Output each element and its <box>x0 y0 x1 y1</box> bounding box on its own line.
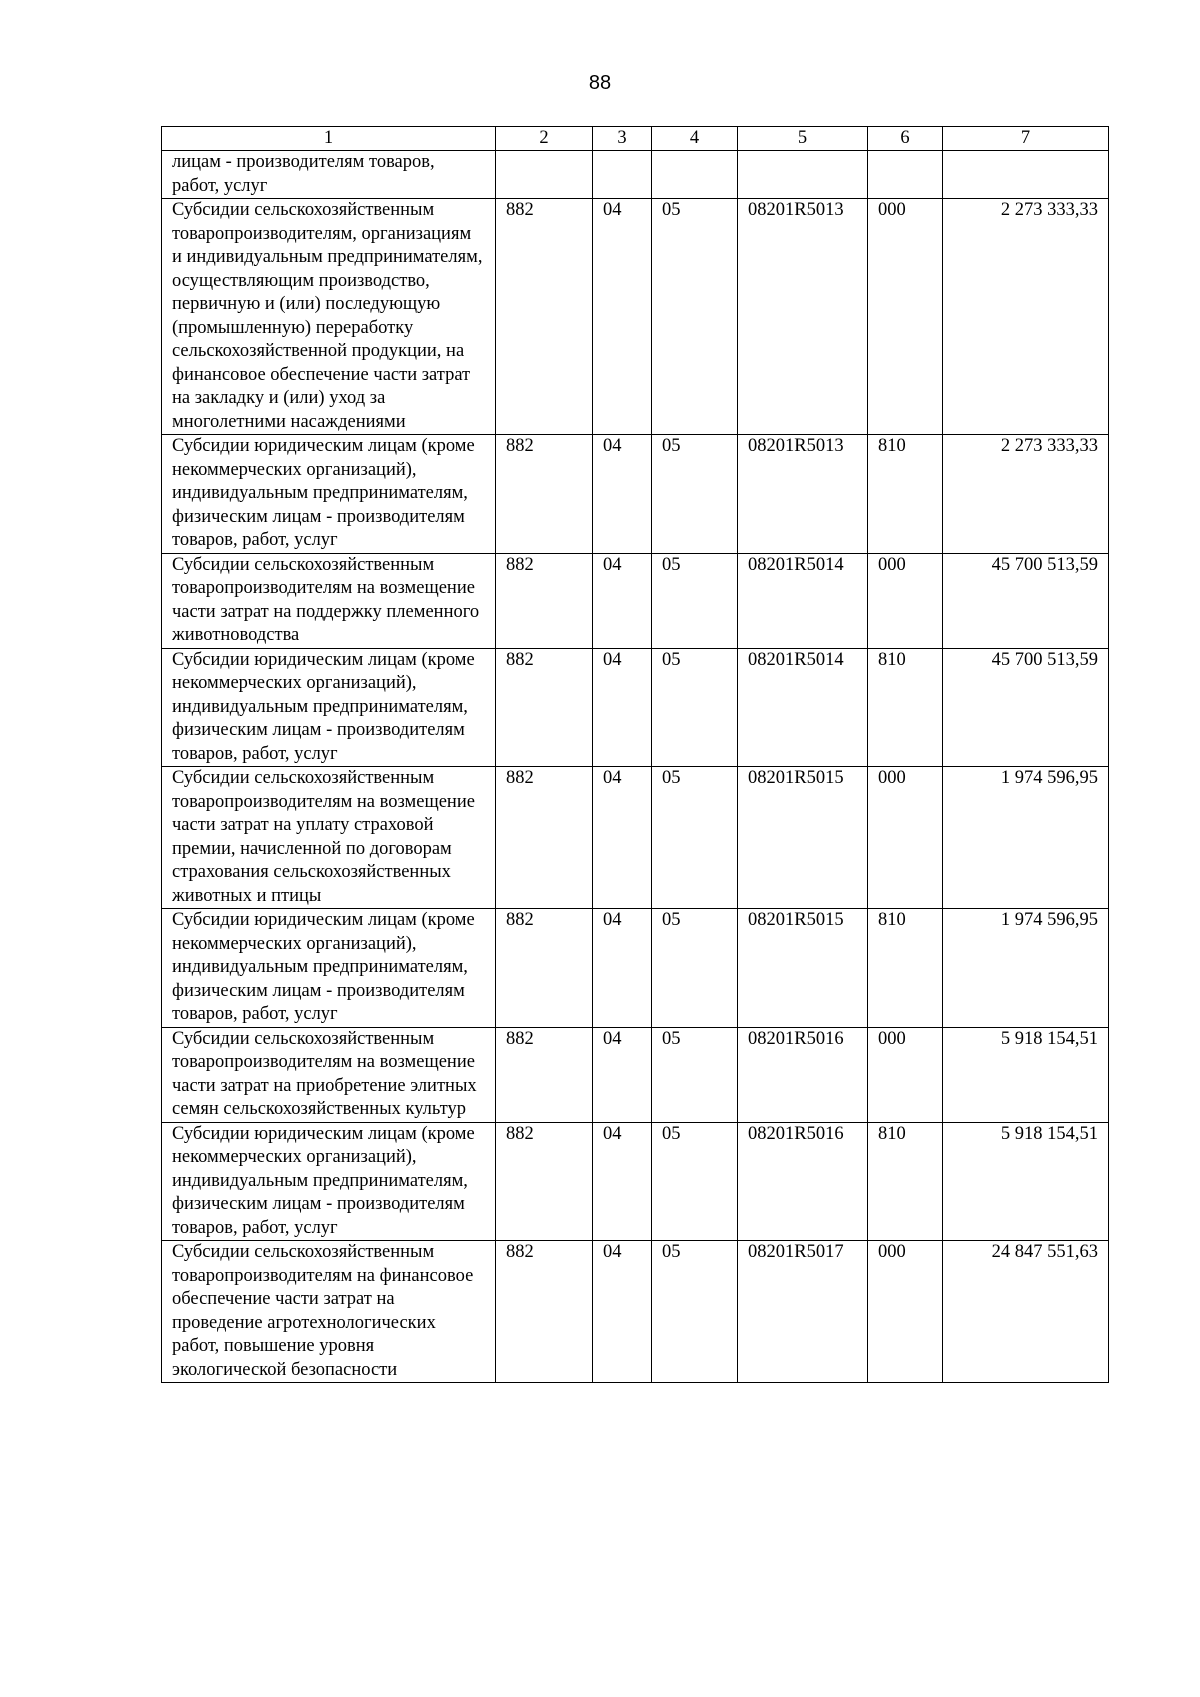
table-row <box>162 199 1109 435</box>
cell-target-article: 08201R5015 <box>738 767 868 909</box>
cell-expense-type: 810 <box>868 1122 943 1241</box>
cell-target-article <box>738 151 868 199</box>
cell-target-article: 08201R5013 <box>738 435 868 554</box>
cell-section <box>593 151 652 199</box>
cell-amount: 1 974 596,95 <box>943 767 1109 909</box>
cell-amount: 5 918 154,51 <box>943 1122 1109 1241</box>
column-header: 7 <box>943 127 1109 151</box>
cell-section: 04 <box>593 648 652 767</box>
cell-admin-code: 882 <box>496 199 593 435</box>
cell-subsection: 05 <box>652 648 738 767</box>
cell-target-article: 08201R5013 <box>738 199 868 435</box>
table-row <box>162 767 1109 909</box>
cell-expense-type: 000 <box>868 553 943 648</box>
row-description: Субсидии сельскохозяйственным товаропроизводителям на финансовое обеспечение части затрат на проведение агротехнологических работ, повышение уровня экологической безопасности <box>162 1241 496 1383</box>
table-row <box>162 1122 1109 1241</box>
table-header-row <box>162 127 1109 151</box>
budget-table <box>161 126 1109 1383</box>
cell-target-article: 08201R5016 <box>738 1027 868 1122</box>
cell-subsection: 05 <box>652 909 738 1028</box>
table-row <box>162 648 1109 767</box>
row-description: Субсидии сельскохозяйственным товаропроизводителям на возмещение части затрат на приобретение элитных семян сельскохозяйственных культур <box>162 1027 496 1122</box>
cell-admin-code: 882 <box>496 767 593 909</box>
column-header: 6 <box>868 127 943 151</box>
cell-section: 04 <box>593 1122 652 1241</box>
cell-amount: 24 847 551,63 <box>943 1241 1109 1383</box>
cell-amount: 45 700 513,59 <box>943 648 1109 767</box>
cell-target-article: 08201R5014 <box>738 648 868 767</box>
cell-subsection: 05 <box>652 199 738 435</box>
cell-expense-type: 000 <box>868 1027 943 1122</box>
cell-section: 04 <box>593 435 652 554</box>
column-header: 3 <box>593 127 652 151</box>
cell-admin-code: 882 <box>496 435 593 554</box>
row-description: Субсидии сельскохозяйственным товаропроизводителям на возмещение части затрат на поддержку племенного животноводства <box>162 553 496 648</box>
cell-subsection: 05 <box>652 553 738 648</box>
cell-amount <box>943 151 1109 199</box>
table-row <box>162 435 1109 554</box>
cell-subsection: 05 <box>652 1027 738 1122</box>
column-header: 5 <box>738 127 868 151</box>
cell-expense-type: 000 <box>868 199 943 435</box>
cell-admin-code: 882 <box>496 1027 593 1122</box>
cell-expense-type: 810 <box>868 909 943 1028</box>
cell-section: 04 <box>593 199 652 435</box>
table-row <box>162 151 1109 199</box>
cell-expense-type <box>868 151 943 199</box>
cell-subsection: 05 <box>652 435 738 554</box>
cell-amount: 5 918 154,51 <box>943 1027 1109 1122</box>
cell-subsection <box>652 151 738 199</box>
page-number: 88 <box>588 72 612 94</box>
cell-admin-code <box>496 151 593 199</box>
table-row <box>162 1241 1109 1383</box>
cell-expense-type: 810 <box>868 648 943 767</box>
cell-subsection: 05 <box>652 1122 738 1241</box>
cell-amount: 45 700 513,59 <box>943 553 1109 648</box>
cell-admin-code: 882 <box>496 1122 593 1241</box>
cell-target-article: 08201R5015 <box>738 909 868 1028</box>
row-description: Субсидии сельскохозяйственным товаропроизводителям, организациям и индивидуальным предпринимателям, осуществляющим производство, первичную и (или) последующую (промышленную) переработку сельскохозяйственной продукции, на финансовое обеспечение части затрат на закладку и (или) уход за многолетними насаждениями <box>162 199 496 435</box>
column-header: 2 <box>496 127 593 151</box>
cell-target-article: 08201R5016 <box>738 1122 868 1241</box>
column-header: 1 <box>162 127 496 151</box>
cell-section: 04 <box>593 909 652 1028</box>
cell-target-article: 08201R5014 <box>738 553 868 648</box>
table-row <box>162 909 1109 1028</box>
column-header: 4 <box>652 127 738 151</box>
row-description: Субсидии юридическим лицам (кроме некоммерческих организаций), индивидуальным предпринимателям, физическим лицам - производителям товаров, работ, услуг <box>162 435 496 554</box>
cell-subsection: 05 <box>652 767 738 909</box>
row-description: Субсидии сельскохозяйственным товаропроизводителям на возмещение части затрат на уплату страховой премии, начисленной по договорам страхования сельскохозяйственных животных и птицы <box>162 767 496 909</box>
cell-amount: 2 273 333,33 <box>943 435 1109 554</box>
row-description: лицам - производителям товаров, работ, услуг <box>162 151 496 199</box>
cell-admin-code: 882 <box>496 909 593 1028</box>
table-row <box>162 553 1109 648</box>
cell-admin-code: 882 <box>496 553 593 648</box>
cell-amount: 1 974 596,95 <box>943 909 1109 1028</box>
cell-admin-code: 882 <box>496 1241 593 1383</box>
cell-subsection: 05 <box>652 1241 738 1383</box>
cell-admin-code: 882 <box>496 648 593 767</box>
row-description: Субсидии юридическим лицам (кроме некоммерческих организаций), индивидуальным предпринимателям, физическим лицам - производителям товаров, работ, услуг <box>162 648 496 767</box>
cell-target-article: 08201R5017 <box>738 1241 868 1383</box>
row-description: Субсидии юридическим лицам (кроме некоммерческих организаций), индивидуальным предпринимателям, физическим лицам - производителям товаров, работ, услуг <box>162 909 496 1028</box>
cell-expense-type: 000 <box>868 767 943 909</box>
cell-expense-type: 000 <box>868 1241 943 1383</box>
cell-section: 04 <box>593 1241 652 1383</box>
cell-expense-type: 810 <box>868 435 943 554</box>
row-description: Субсидии юридическим лицам (кроме некоммерческих организаций), индивидуальным предпринимателям, физическим лицам - производителям товаров, работ, услуг <box>162 1122 496 1241</box>
cell-section: 04 <box>593 553 652 648</box>
cell-amount: 2 273 333,33 <box>943 199 1109 435</box>
cell-section: 04 <box>593 1027 652 1122</box>
cell-section: 04 <box>593 767 652 909</box>
table-row <box>162 1027 1109 1122</box>
